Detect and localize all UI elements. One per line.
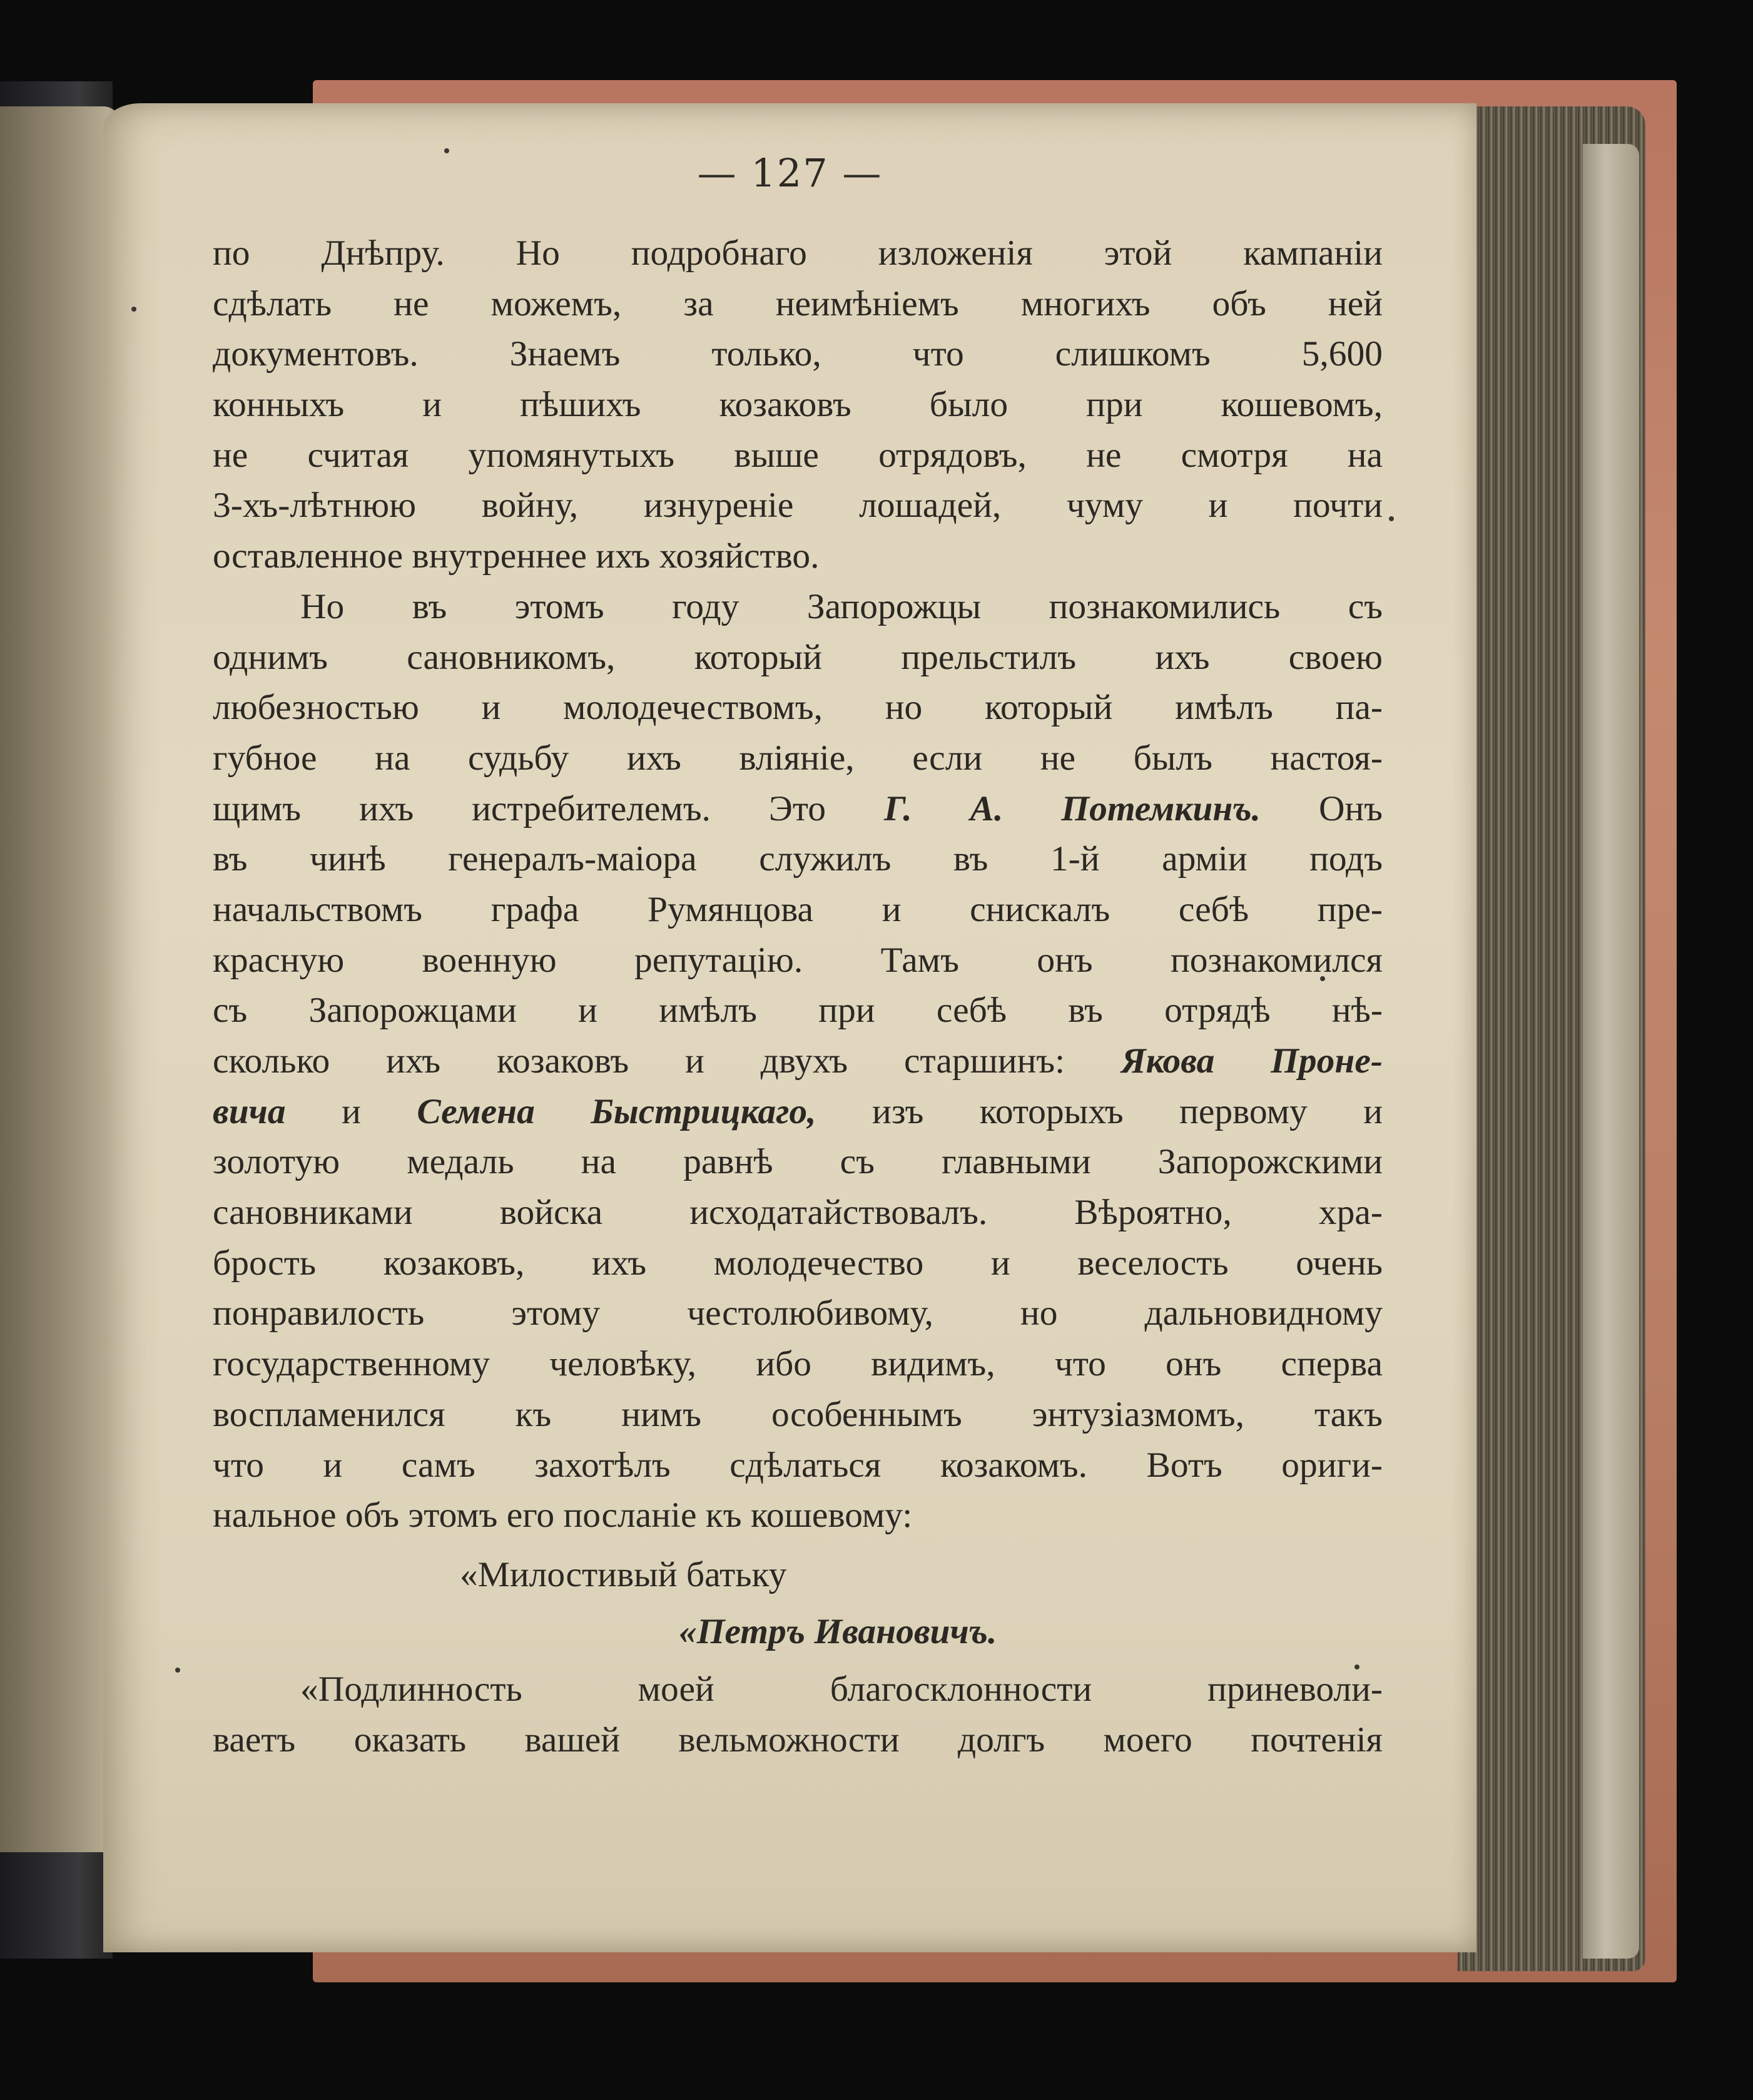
text-line: «Подлинность моей благосклонности приневоли-	[300, 1669, 1383, 1710]
text-line: воспламенился къ нимъ особеннымъ энтузіазмомъ, такъ	[213, 1394, 1383, 1434]
letter-salutation: «Милостивый батьку	[460, 1554, 787, 1594]
text-line: государственному человѣку, ибо видимъ, что онъ сперва	[213, 1344, 1383, 1384]
text-run: сколько ихъ козаковъ и двухъ старшинъ:	[213, 1041, 1121, 1081]
text-line: красную военную репутацію. Тамъ онъ познакомился	[213, 940, 1383, 980]
text-line: сановниками войска исходатайствовалъ. Вѣроятно, хра-	[213, 1193, 1383, 1233]
spacer	[213, 1657, 1383, 1664]
text-line: сдѣлать не можемъ, за неимѣніемъ многихъ объ ней	[213, 283, 1383, 324]
text-line: нальное объ этомъ его посланіе къ кошевому:	[213, 1496, 913, 1536]
text-line	[213, 1087, 1383, 1138]
text-line: ваетъ оказать вашей вельможности долгъ моего почтенія	[213, 1720, 1383, 1760]
text-line: съ Запорожцами и имѣлъ при себѣ въ отрядѣ нѣ-	[213, 991, 1383, 1031]
ink-speck	[1389, 516, 1394, 521]
ink-speck	[131, 307, 136, 312]
ink-speck	[444, 148, 449, 153]
text-run: изъ которыхъ первому и	[816, 1091, 1383, 1131]
person-name-pronevich: Якова Проне-	[1120, 1041, 1383, 1081]
page-number: — 127 —	[697, 150, 883, 196]
letter-addressee	[213, 1601, 1383, 1658]
text-line: въ чинѣ генералъ-маіора служилъ въ 1-й арміи подъ	[213, 839, 1383, 879]
person-name-bystritsky: Семена Быстрицкаго,	[417, 1091, 816, 1131]
text-line: 3-хъ-лѣтнюю войну, изнуреніе лошадей, чуму и почти	[213, 486, 1383, 526]
text-line: по Днѣпру. Но подробнаго изложенія этой кампаніи	[213, 233, 1383, 273]
text-line: конныхъ и пѣшихъ козаковъ было при кошевомъ,	[213, 385, 1383, 425]
page-block-highlight	[1583, 144, 1639, 1959]
text-line: однимъ сановникомъ, который прельстилъ ихъ своею	[213, 637, 1383, 677]
person-name-potemkin: Г. А. Потемкинъ.	[883, 788, 1261, 828]
text-line: губное на судьбу ихъ вліяніе, если не былъ настоя-	[213, 738, 1383, 778]
book-page	[103, 103, 1476, 1952]
text-line: Но въ этомъ году Запорожцы познакомились съ	[300, 586, 1383, 626]
text-run: Онъ	[1261, 788, 1383, 828]
text-line: золотую медаль на равнѣ съ главными Запорожскими	[213, 1142, 1383, 1182]
text-line: понравилость этому честолюбивому, но дальновидному	[213, 1293, 1383, 1333]
text-line: оставленное внутреннее ихъ хозяйство.	[213, 536, 820, 576]
ink-speck	[175, 1668, 180, 1673]
text-line: начальствомъ графа Румянцова и снискалъ себѣ пре-	[213, 889, 1383, 929]
text-run: щимъ ихъ истребителемъ. Это	[213, 788, 884, 828]
text-line: что и самъ захотѣлъ сдѣлаться козакомъ. Вотъ ориги-	[213, 1445, 1383, 1485]
text-line: документовъ. Знаемъ только, что слишкомъ 5,600	[213, 334, 1383, 374]
text-line	[213, 1036, 1383, 1087]
text-line	[213, 784, 1383, 835]
addressee-name: Петръ Ивановичъ.	[696, 1611, 997, 1651]
quote-mark: «	[679, 1611, 697, 1651]
person-name-pronevich-cont: вича	[213, 1091, 286, 1131]
body-text	[213, 228, 1383, 1766]
text-line: брость козаковъ, ихъ молодечество и веселость очень	[213, 1243, 1383, 1283]
text-run: и	[285, 1091, 417, 1131]
text-line: любезностью и молодечествомъ, но который имѣлъ па-	[213, 688, 1383, 728]
text-line: не считая упомянутыхъ выше отрядовъ, не смотря на	[213, 435, 1383, 475]
